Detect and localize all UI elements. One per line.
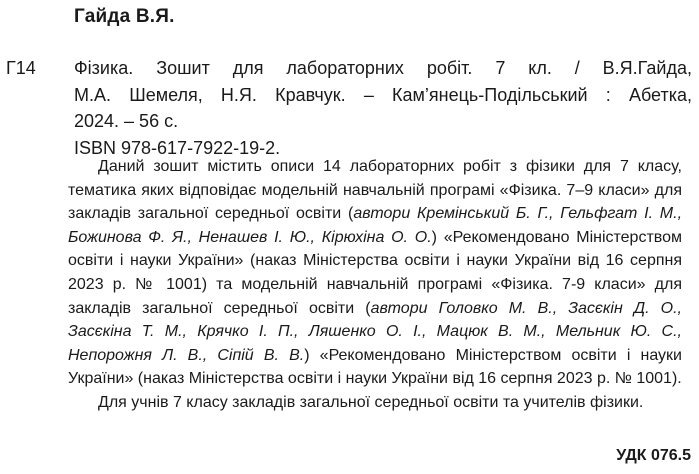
- biblio-line: М.А. Шемеля, Н.Я. Кравчук. – Кам’янець-Подільський : Абетка,: [74, 84, 692, 105]
- annotation-paragraph: [68, 155, 682, 391]
- annotation-authors: автори Головко М. В., Засєкін Д. О., Засєкіна Т. М., Крячко І. П., Ляшенко О. І., Мацюк В. М., Мельник Ю. С., Непорожня Л. В., Сіпій В. В.: [68, 299, 683, 364]
- annotation-authors: автори Кремінський Б. Г., Гельфгат І. М., Божинова Ф. Я., Ненашев І. Ю., Кірюхіна О. О.: [68, 205, 683, 246]
- biblio-line: Фізика. Зошит для лабораторних робіт. 7 кл. / В.Я.Гайда,: [74, 58, 692, 78]
- udk-code: УДК 076.5: [616, 447, 691, 464]
- annotation: [68, 155, 682, 415]
- author-heading: Гайда В.Я.: [74, 6, 175, 27]
- bibliographic-description: [74, 55, 692, 161]
- isbn: ISBN 978-617-7922-19-2.: [74, 137, 281, 158]
- biblio-line: 2024. – 56 с.: [74, 111, 179, 131]
- annotation-text: ) «Рекомендовано Міністерством освіти і науки України» (наказ Міністерства освіти і науки України від 16 серпня 2023 р. № 1001).: [68, 346, 682, 388]
- annotation-text: Даний зошит містить описи 14 лабораторних робіт з фізики для 7 класу, тематика яких відповідає модельній навчальній програмі «Фізика. 7–9 класи» для закладів загальної середньої освіти (: [68, 158, 682, 223]
- library-index: Г14: [6, 58, 36, 78]
- audience-paragraph: Для учнів 7 класу закладів загальної середньої освіти та учителів фізики.: [98, 393, 644, 411]
- annotation-text: ) «Рекомендовано Міністерством освіти і науки України» (наказ Міністерства освіти і науки України від 16 серпня 2023 р. № 1001) та модельній навчальній програмі «Фізика. 7-9 класи» для закладів загальної середньої освіти (: [68, 228, 683, 317]
